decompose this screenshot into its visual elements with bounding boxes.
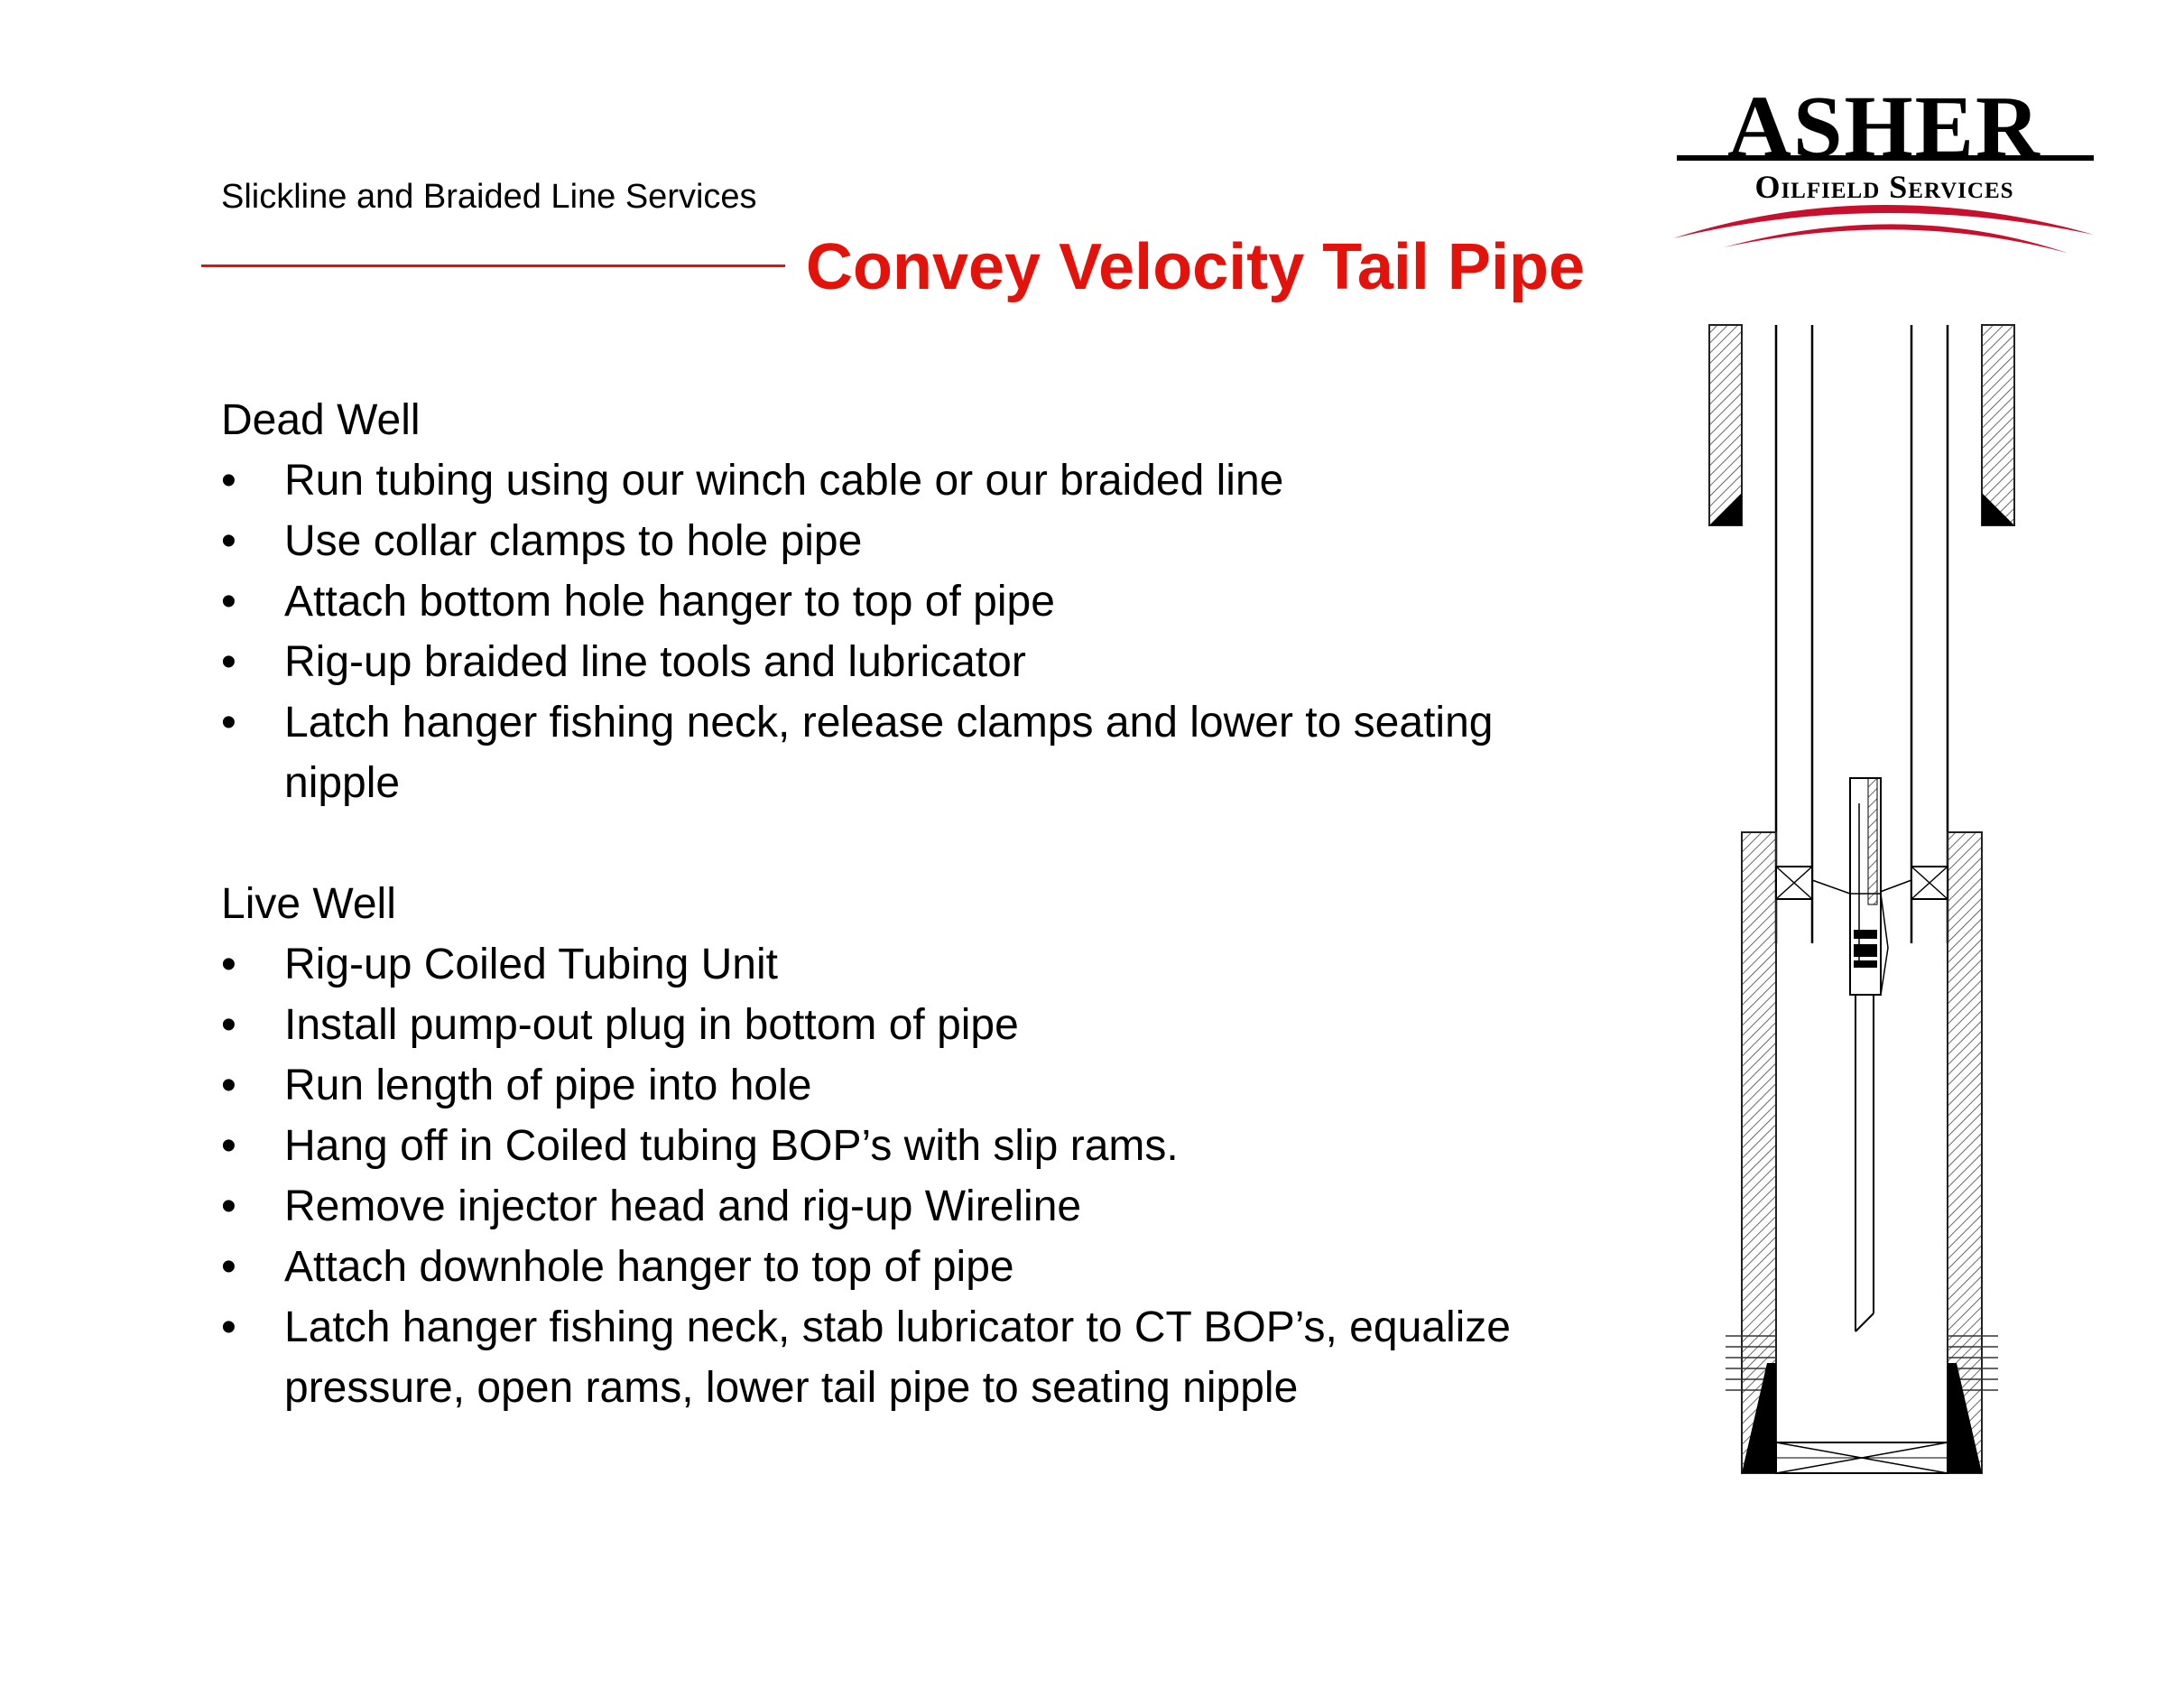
list-item: • Run length of pipe into hole [221, 1055, 1575, 1116]
list-item: • Install pump-out plug in bottom of pipe [221, 995, 1575, 1055]
list-item: • Hang off in Coiled tubing BOP’s with slip rams. [221, 1116, 1575, 1176]
page-title: Convey Velocity Tail Pipe [806, 231, 1585, 303]
section-gap [221, 813, 1575, 874]
list-item: • Latch hanger fishing neck, stab lubricator to CT BOP’s, equalize pressure, open rams, lower tail pipe to seating nipple [221, 1297, 1575, 1418]
dead-well-list [221, 450, 1575, 813]
company-logo [1670, 79, 2103, 264]
list-item: • Latch hanger fishing neck, release clamps and lower to seating nipple [221, 692, 1575, 813]
hanger-tool [1850, 778, 1888, 995]
list-item: • Attach bottom hole hanger to top of pipe [221, 571, 1575, 632]
section-heading-live-well: Live Well [221, 880, 396, 928]
tail-pipe [1855, 995, 1874, 1331]
content-body [221, 390, 1575, 1418]
logo-tagline: Oilfield Services [1754, 169, 2014, 205]
list-item: • Use collar clamps to hole pipe [221, 511, 1575, 571]
live-well-list [221, 934, 1575, 1418]
upper-casing [1709, 325, 2014, 525]
header-subtitle: Slickline and Braided Line Services [221, 178, 757, 216]
list-item: • Run tubing using our winch cable or our braided line [221, 450, 1575, 511]
list-item: • Rig-up Coiled Tubing Unit [221, 934, 1575, 995]
section-heading-dead-well: Dead Well [221, 396, 421, 444]
title-rule [201, 264, 785, 267]
wellbore-diagram [1706, 316, 2067, 1489]
list-item: • Remove injector head and rig-up Wireline [221, 1176, 1575, 1237]
logo-wordmark: ASHER [1727, 79, 2041, 176]
list-item: • Attach downhole hanger to top of pipe [221, 1237, 1575, 1297]
list-item: • Rig-up braided line tools and lubricator [221, 632, 1575, 692]
